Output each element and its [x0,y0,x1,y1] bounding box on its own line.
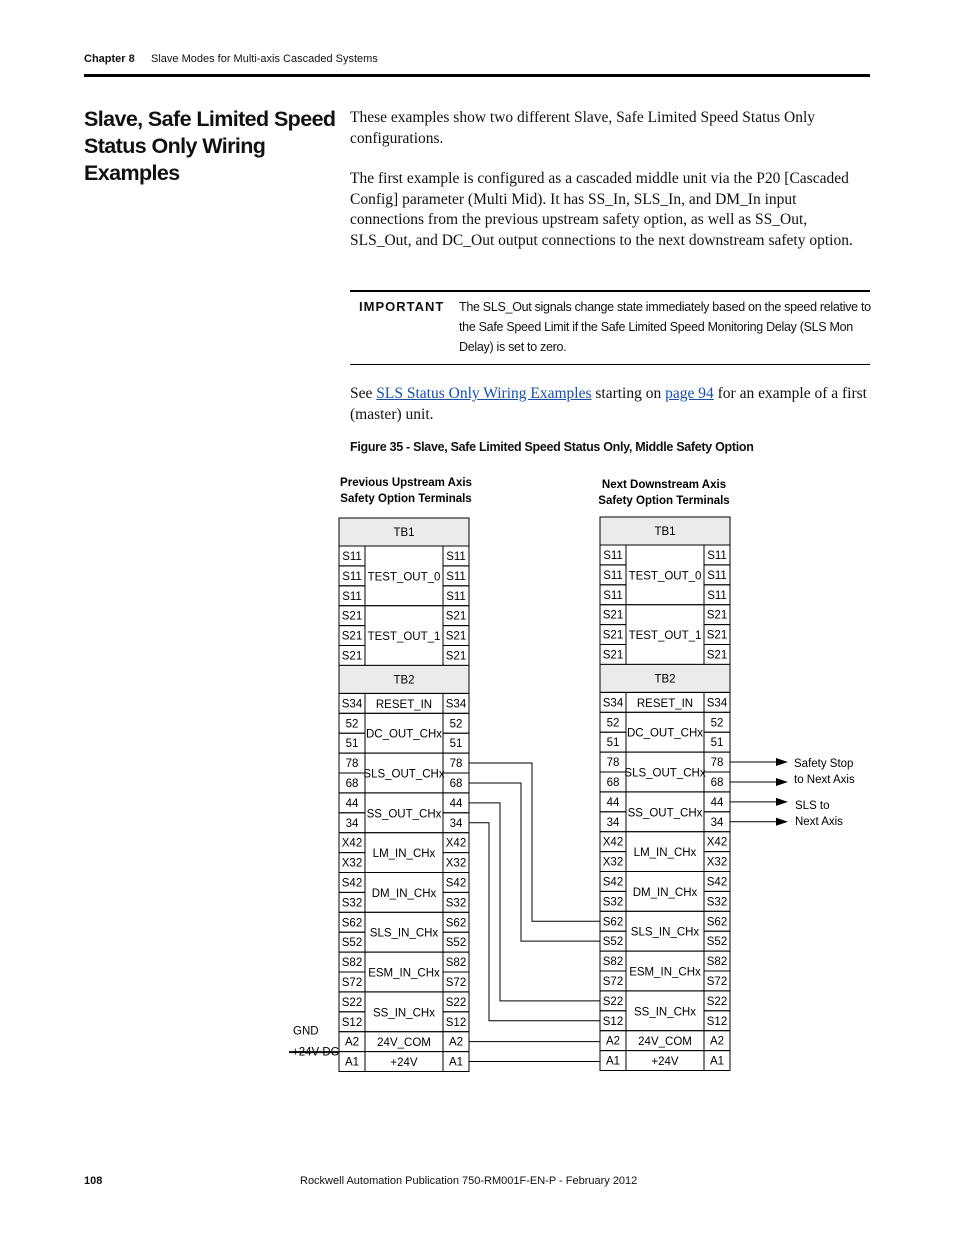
downstream-function-label: 24V_COM [638,1036,692,1049]
downstream-pin-label: S12 [602,1015,624,1028]
upstream-pin-label: 44 [345,797,359,810]
upstream-pin-label: S21 [445,610,467,623]
upstream-pin-label: S21 [341,650,363,663]
downstream-function-label: TEST_OUT_0 [628,570,702,583]
upstream-pin-label: 78 [345,758,359,771]
upstream-pin-label: S22 [341,996,363,1009]
downstream-pin-label: X42 [602,836,624,849]
upstream-pin-label: S62 [445,917,467,930]
config-paragraph: The first example is configured as a cascaded middle unit via the P20 [Cascaded Config] parameter (Multi Mid). It has SS_In, SLS_In, and DM_In input connections from the previous upstream safety option, as well as SS_Out, SLS_Out, and DC_Out output connections to the next downstream safety option. [350,170,853,249]
upstream-heading: Previous Upstream Axis [340,477,472,489]
figure-caption: Figure 35 - Slave, Safe Limited Speed Status Only, Middle Safety Option [350,440,754,454]
upstream-function-label: RESET_IN [375,698,433,711]
downstream-pin-label: A1 [605,1055,621,1068]
upstream-pin-label: X32 [445,857,467,870]
downstream-pin-label: S62 [602,916,624,929]
upstream-pin-label: S12 [341,1016,363,1029]
upstream-pin-label: 34 [449,817,463,830]
upstream-tb2-label: TB2 [393,674,415,687]
downstream-pin-label: S32 [602,896,624,909]
downstream-pin-label: S42 [602,876,624,889]
downstream-pin-label: 51 [710,737,724,750]
publication-info: Rockwell Automation Publication 750-RM001F-EN-P - February 2012 [300,1175,638,1187]
upstream-pin-label: S21 [341,610,363,623]
upstream-function-label: DC_OUT_CHx [365,728,443,741]
downstream-pin-label: 78 [606,757,620,770]
safety-stop-label: to Next Axis [794,774,855,786]
sls-to-label: Next Axis [795,816,843,828]
upstream-pin-label: 34 [345,817,359,830]
upstream-pin-label: S11 [342,590,362,603]
upstream-heading: Safety Option Terminals [340,493,472,505]
upstream-pin-label: S72 [445,977,467,989]
upstream-pin-label: S52 [445,937,467,950]
downstream-pin-label: 34 [606,816,620,829]
arrow-ss-out-34-head [776,818,788,826]
upstream-pin-label: 51 [449,738,463,751]
sls-status-link[interactable]: SLS Status Only Wiring Examples [376,385,592,402]
downstream-pin-label: S21 [706,649,728,662]
downstream-pin-label: S11 [707,589,727,602]
upstream-pin-label: A1 [344,1056,360,1069]
downstream-function-label: LM_IN_CHx [633,847,697,860]
downstream-heading: Safety Option Terminals [598,495,730,507]
downstream-pin-label: 68 [606,777,620,789]
upstream-pin-label: X32 [341,857,363,870]
downstream-pin-label: S52 [706,936,728,949]
downstream-pin-label: S22 [706,995,728,1008]
upstream-pin-label: S62 [341,917,363,930]
downstream-pin-label: 51 [606,737,620,750]
downstream-pin-label: S21 [602,629,624,642]
chapter-label: Chapter 8 [84,53,135,65]
downstream-pin-label: S34 [706,697,728,710]
see-post: for an example of a first (master) unit. [350,385,867,423]
upstream-pin-label: A1 [448,1056,464,1069]
upstream-tb1-label: TB1 [393,527,415,539]
downstream-pin-label: X42 [706,836,728,849]
upstream-pin-label: S11 [446,551,466,563]
downstream-pin-label: S21 [602,609,624,622]
upstream-function-label: ESM_IN_CHx [368,967,440,980]
downstream-function-label: RESET_IN [636,697,694,710]
important-label: IMPORTANT [359,299,445,314]
downstream-pin-label: S11 [707,550,727,562]
upstream-pin-label: S21 [445,650,467,663]
upstream-pin-label: S21 [445,630,467,643]
upstream-pin-label: S32 [341,897,363,910]
upstream-pin-label: S11 [446,570,466,583]
downstream-pin-label: A2 [605,1035,621,1048]
upstream-pin-label: 51 [345,738,359,751]
upstream-function-label: SS_IN_CHx [373,1007,435,1020]
downstream-pin-label: S11 [603,589,623,602]
downstream-pin-label: 78 [710,757,724,770]
downstream-function-label: ESM_IN_CHx [629,966,701,979]
page-number: 108 [84,1175,103,1187]
upstream-pin-label: X42 [341,837,363,850]
upstream-function-label: TEST_OUT_1 [367,631,441,644]
downstream-pin-label: S21 [706,629,728,642]
safety-stop-label: Safety Stop [794,758,854,770]
see-pre: See [350,385,377,402]
downstream-pin-label: S21 [706,609,728,622]
upstream-pin-label: S11 [342,570,362,583]
upstream-function-label: TEST_OUT_0 [367,571,441,584]
upstream-function-label: LM_IN_CHx [372,848,436,861]
downstream-pin-label: S22 [602,995,624,1008]
upstream-pin-label: 52 [345,718,359,731]
downstream-function-label: SLS_IN_CHx [630,926,700,939]
downstream-tb1-label: TB1 [654,526,676,538]
downstream-tb2-label: TB2 [654,673,676,686]
upstream-function-label: DM_IN_CHx [371,887,437,900]
upstream-pin-label: X42 [445,837,467,850]
sls-to-label: SLS to [795,800,830,812]
downstream-pin-label: S11 [603,569,623,582]
downstream-pin-label: 44 [606,796,620,809]
upstream-pin-label: S82 [445,957,467,970]
downstream-pin-label: S82 [706,956,728,969]
downstream-pin-label: S82 [602,956,624,969]
upstream-function-label: +24V [390,1057,418,1070]
upstream-pin-label: S11 [446,590,466,603]
upstream-pin-label: S82 [341,957,363,970]
upstream-pin-label: 78 [449,758,463,771]
section-title: Slave, Safe Limited Speed Status Only Wiring Examples [84,107,336,185]
downstream-pin-label: S11 [707,569,727,582]
gnd-label: GND [293,1025,319,1038]
upstream-pin-label: S11 [342,551,362,563]
v24-dc-label: +24V DC [292,1046,339,1059]
upstream-pin-label: S34 [341,698,363,711]
upstream-pin-label: S32 [445,897,467,910]
upstream-pin-label: 44 [449,797,463,810]
downstream-function-label: SS_IN_CHx [634,1006,696,1019]
upstream-function-label: SLS_OUT_CHx [363,768,445,781]
arrow-sls-out-78-head [776,758,788,766]
arrow-sls-out-68-head [776,778,788,786]
upstream-pin-label: 68 [449,778,463,790]
downstream-function-label: TEST_OUT_1 [628,630,702,643]
upstream-pin-label: 52 [449,718,463,731]
downstream-pin-label: S72 [602,976,624,988]
upstream-pin-label: S34 [445,698,467,711]
downstream-pin-label: S62 [706,916,728,929]
downstream-pin-label: X32 [602,856,624,869]
arrow-ss-out-44-head [776,798,788,806]
intro-paragraph: These examples show two different Slave, Safe Limited Speed Status Only configurations. [350,109,816,147]
upstream-pin-label: A2 [344,1036,360,1049]
downstream-pin-label: S52 [602,936,624,949]
upstream-pin-label: S42 [341,877,363,890]
downstream-pin-label: 52 [606,717,620,730]
downstream-pin-label: X32 [706,856,728,869]
section-label: Slave Modes for Multi-axis Cascaded Systems [151,53,378,65]
downstream-pin-label: S21 [602,649,624,662]
downstream-pin-label: S72 [706,976,728,988]
upstream-pin-label: S72 [341,977,363,989]
upstream-function-label: SS_OUT_CHx [366,808,442,821]
downstream-pin-label: S11 [603,550,623,562]
upstream-function-label: 24V_COM [377,1037,431,1050]
downstream-pin-label: A2 [709,1035,725,1048]
downstream-heading: Next Downstream Axis [601,479,727,491]
downstream-function-label: +24V [651,1056,679,1069]
downstream-pin-label: S34 [602,697,624,710]
downstream-pin-label: 68 [710,777,724,789]
downstream-pin-label: A1 [709,1055,725,1068]
downstream-pin-label: 44 [710,796,724,809]
upstream-function-label: SLS_IN_CHx [369,927,439,940]
upstream-pin-label: S12 [445,1016,467,1029]
downstream-function-label: DM_IN_CHx [632,886,698,899]
see-mid: starting on [591,385,666,402]
downstream-function-label: SLS_OUT_CHx [624,767,706,780]
upstream-pin-label: S21 [341,630,363,643]
downstream-pin-label: 34 [710,816,724,829]
upstream-pin-label: S52 [341,937,363,950]
downstream-pin-label: S12 [706,1015,728,1028]
important-text: The SLS_Out signals change state immediately based on the speed relative to the Safe Speed Limit if the Safe Limited Speed Monitoring Delay (SLS Mon Delay) is set to zero. [459,300,871,354]
downstream-pin-label: 52 [710,717,724,730]
downstream-function-label: DC_OUT_CHx [626,727,704,740]
downstream-function-label: SS_OUT_CHx [627,807,703,820]
upstream-pin-label: S22 [445,996,467,1009]
upstream-pin-label: A2 [448,1036,464,1049]
upstream-pin-label: S42 [445,877,467,890]
downstream-pin-label: S42 [706,876,728,889]
page-94-link[interactable]: page 94 [665,385,714,402]
upstream-pin-label: 68 [345,778,359,790]
downstream-pin-label: S32 [706,896,728,909]
